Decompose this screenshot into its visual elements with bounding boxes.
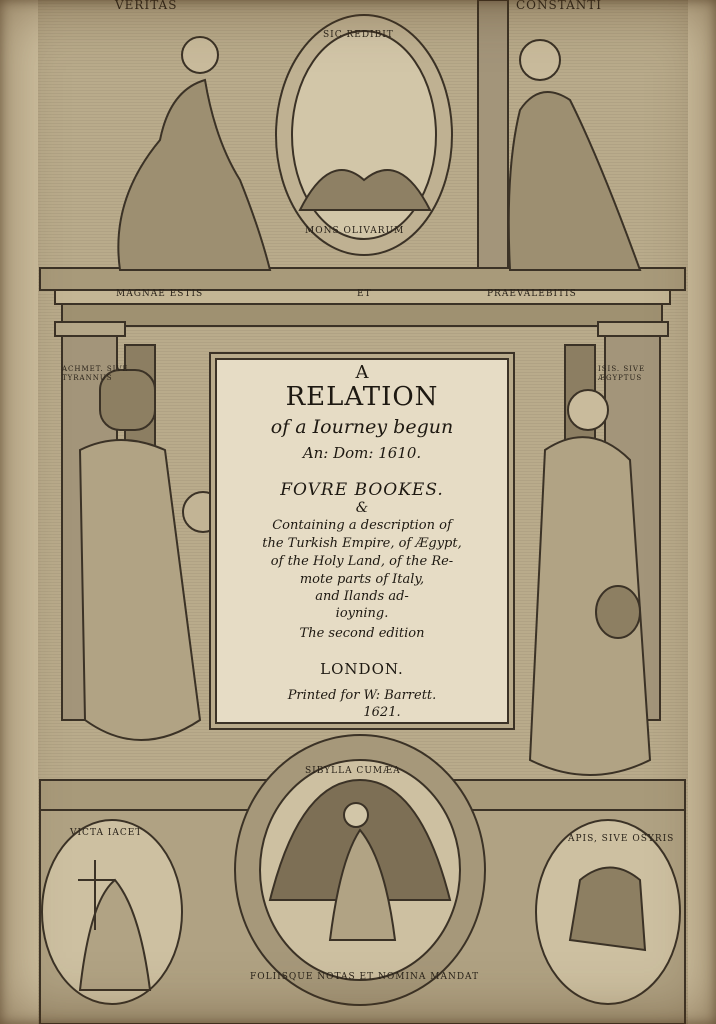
title-books: FOVRE BOOKES.	[280, 480, 444, 500]
isis-label	[598, 365, 645, 383]
title-london: LONDON.	[320, 660, 404, 678]
title-edition: The second edition	[299, 626, 425, 641]
title-journey: of a Iourney begun	[270, 416, 454, 438]
title-contents-1: Containing a description of	[272, 518, 452, 533]
magnae-estis-label: MAGNAE ESTIS	[116, 289, 204, 299]
achmet-line-1: ACHMET. SIVE	[62, 365, 129, 373]
apis-label: APIS, SIVE OSYRIS	[568, 834, 675, 844]
sic-redibit-label: SIC REDIBIT	[323, 30, 394, 40]
title-printed: Printed for W: Barrett.	[287, 688, 437, 703]
victa-iacet-label: VICTA IACET	[70, 828, 143, 838]
title-year: 1621.	[363, 705, 401, 720]
achmet-label	[62, 365, 129, 383]
isis-line-1: ISIS. SIVE	[598, 365, 646, 373]
et-label: ET	[357, 289, 372, 299]
title-contents-3: of the Holy Land, of the Re-	[270, 554, 454, 569]
praevalebitis-label: PRAEVALEBITIS	[487, 289, 577, 299]
foliisque-label: FOLIISQUE NOTAS ET NOMINA MANDAT	[250, 972, 480, 982]
title-contents-2: the Turkish Empire, of Ægypt,	[262, 536, 462, 551]
title-contents-5: and Ilands ad-	[315, 589, 409, 604]
veritas-label: VERITAS	[115, 0, 178, 12]
title-a: A	[355, 362, 369, 383]
sibylla-label: SIBYLLA CUMÆA	[305, 766, 401, 776]
title-contents-6: ioyning.	[335, 606, 389, 621]
title-tablet	[215, 358, 509, 724]
achmet-line-2: TYRANNUS	[62, 374, 113, 382]
title-contents-4: mote parts of Italy,	[299, 572, 425, 587]
isis-line-2: ÆGYPTUS	[598, 374, 643, 382]
title-date: An: Dom: 1610.	[302, 444, 422, 462]
title-ampersand: &	[355, 500, 369, 516]
mons-olivarum-label: MONS OLIVARUM	[305, 226, 405, 236]
title-relation: RELATION	[285, 382, 439, 412]
constantia-label: CONSTANTI	[516, 0, 602, 12]
